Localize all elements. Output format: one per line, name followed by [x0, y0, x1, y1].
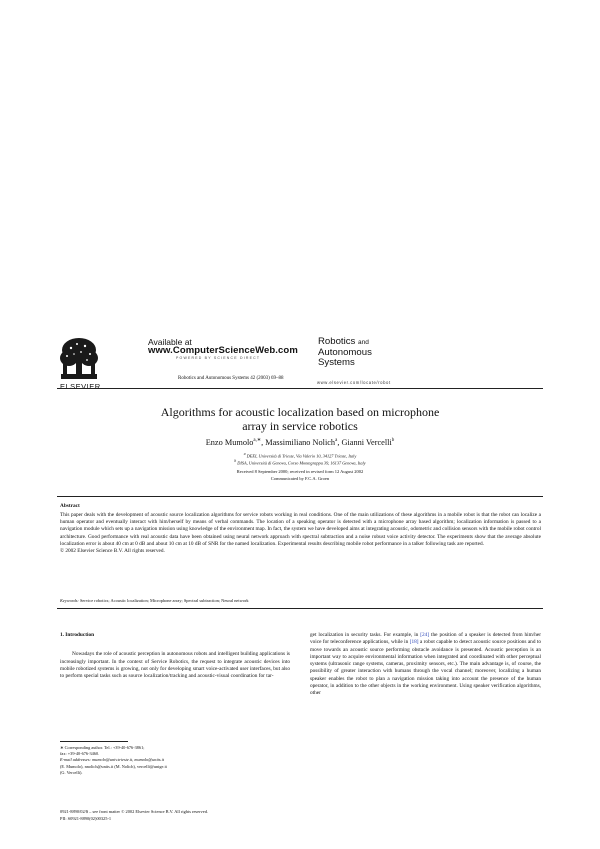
- header-rule: [57, 388, 543, 389]
- footer-pii: PII: S0921-8890(02)00325-1: [60, 815, 112, 821]
- abstract-top-rule: [57, 496, 543, 497]
- footnote-line: E-mail addresses: mumolo@univ.trieste.it, mumolo@units.it: [60, 757, 164, 763]
- intro-paragraph-continued: [310, 632, 541, 698]
- keywords-label: Keywords:: [60, 598, 79, 603]
- journal-title-logo: [318, 337, 372, 367]
- journal-url[interactable]: www.elsevier.com/locate/robot: [317, 380, 391, 385]
- section-heading: 1. Introduction: [60, 632, 95, 638]
- author-list: [120, 437, 480, 447]
- communicated-by: Communicated by F.C.A. Groen: [270, 476, 330, 481]
- available-at-label: Available at: [148, 337, 192, 347]
- affiliation-b: [120, 459, 480, 465]
- footnote: [60, 745, 290, 776]
- affiliation-mark: a: [243, 452, 246, 456]
- abstract-heading: Abstract: [60, 503, 80, 509]
- footnote-rule: [60, 741, 128, 742]
- abstract-copyright: © 2002 Elsevier Science B.V. All rights reserved.: [60, 548, 165, 555]
- affiliation-text: DISA, Università di Genova, Corso Montegrappa 39, 16137 Genova, Italy: [237, 460, 366, 466]
- article-title-line2: array in service robotics: [242, 419, 358, 433]
- affiliation-text: DEEI, Università di Trieste, Via Valerio 10, 34127 Trieste, Italy: [246, 453, 357, 459]
- author-affiliation-mark: b: [391, 438, 395, 443]
- citation-link[interactable]: [18]: [409, 639, 419, 646]
- abstract-text: This paper deals with the development of acoustic source localization algorithms for service robots working in real conditions. One of the main utilizations of these algorithms in a mobile robot is that the robot can localize a human operator and eventually interact with him/herself by means of verbal commands. The location of a speaking operator is detected with a microphone array based algorithm; localization information is passed to a navigation module which sets up a navigation mission using knowledge of the environment map. In fact, the system we have developed aims at integrating acoustic, odometric and collision sensors with the mobile robot control architecture. Good performance with real acoustic data have been obtained using neural network approach with spectral subtraction and a noise robust voice activity detector. The experiments show that the average absolute localization error is about 40 cm at 0 dB and about 10 cm at 10 dB of SNR for the named localization. Experimental results describing mobile robot performance in a talker following task are reported.: [60, 512, 541, 547]
- author-affiliation-mark: a,∗: [253, 438, 262, 443]
- footnote-line: fax: +39-40-676-3460.: [60, 751, 100, 757]
- page-footer: [60, 809, 360, 822]
- body-right-column: [310, 632, 541, 698]
- powered-by-label: POWERED BY SCIENCE DIRECT: [176, 356, 261, 360]
- author-separator: ,: [261, 437, 266, 447]
- site-link[interactable]: www.ComputerScienceWeb.com: [148, 345, 298, 356]
- footnote-line: (G. Vercelli).: [60, 769, 83, 775]
- affiliation-a: [120, 452, 480, 458]
- author-name: Massimiliano Nolich: [265, 437, 336, 447]
- keywords-list: Service robotics; Acoustic localization; Microphone array; Spectral subtraction; Neural network: [79, 598, 249, 603]
- body-left-column: [60, 632, 290, 680]
- journal-title-line1: Robotics: [318, 336, 356, 347]
- footnote-line: (E. Mumolo), nnolich@units.it (M. Nolich), vercelli@unige.it: [60, 763, 167, 769]
- paragraph-text: a robot capable to detect acoustic source positions and to move towards an acoustic source performing obstacle avoidance is presented. Acoustic perception is an important way to acquire environmental information when integrated and coordinated with other perceptual systems (ultrasonic range systems, cameras, proximity sensors, etc.). The main advantage is, of course, the possibility of greater interaction with humans through the vocal channel; moreover, localizing a human speaker enables the robot to plan a navigation mission taking into account the presence of the human operator, in addition to the other objects in the working environment. Using speaker verification algorithms, other: [310, 639, 541, 697]
- paragraph-text: the position of a speaker is detected from him/her voice for teleconference applications, while in: [310, 632, 541, 646]
- footer-copyright: 0921-8890/02/$ – see front matter © 2002 Elsevier Science B.V. All rights reserved.: [60, 809, 208, 814]
- author-name: Gianni Vercelli: [341, 437, 392, 447]
- keywords: [60, 598, 541, 603]
- citation-link[interactable]: [24]: [420, 632, 430, 638]
- journal-title-line3: Systems: [318, 356, 355, 368]
- affiliation-mark: b: [234, 459, 237, 463]
- intro-paragraph: Nowadays the role of acoustic perception in autonomous robots and intelligent building applications is increasingly important. In the context of Service Robotics, the request to integrate acoustic devices into mobile robotized systems is growing, not only for developing smart voice-activated user interfaces, but also to perform special tasks such as source localization/tracking and acoustic-visual coordination for tar-: [60, 651, 290, 680]
- elsevier-tree-logo: [57, 336, 101, 380]
- article-title: [120, 405, 480, 433]
- paragraph-text: get localization in security tasks. For example, in: [310, 632, 421, 638]
- article-title-line1: Algorithms for acoustic localization based on microphone: [160, 405, 440, 419]
- journal-title-line2: Autonomous: [318, 346, 372, 358]
- abstract-body: [60, 512, 541, 555]
- author-separator: ,: [337, 437, 342, 447]
- journal-reference: Robotics and Autonomous Systems 42 (2003) 69–88: [178, 376, 284, 381]
- author-affiliation-mark: a: [335, 438, 338, 443]
- abstract-bottom-rule: [57, 608, 543, 609]
- author-name: Enzo Mumolo: [205, 437, 254, 447]
- received-dates: Received 8 September 2000; received in revised form 12 August 2002: [236, 469, 364, 474]
- publisher-name: ELSEVIER: [60, 382, 101, 391]
- footnote-line: ∗ Corresponding author. Tel.: +39-40-676-3861;: [60, 745, 145, 750]
- journal-title-and: and: [358, 339, 369, 346]
